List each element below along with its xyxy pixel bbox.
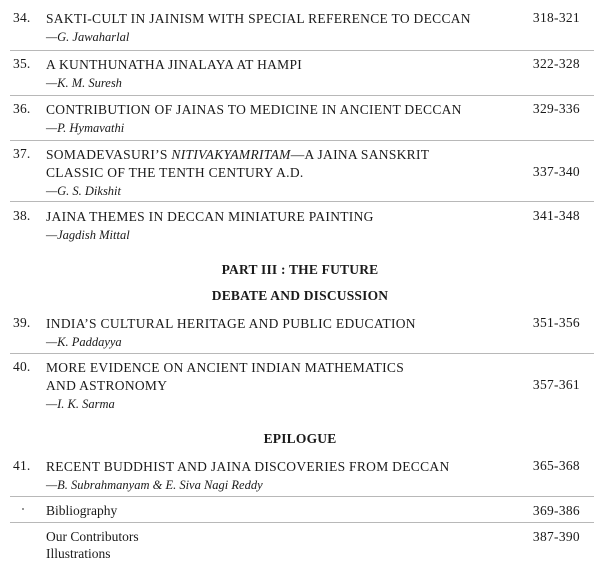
entry-title: INDIA’S CULTURAL HERITAGE AND PUBLIC EDUCATION: [46, 316, 416, 331]
entry-author: —K. M. Suresh: [46, 76, 122, 90]
entry-title-suffix: —A JAINA SANSKRIT: [290, 147, 430, 162]
entry-pages: 351-356: [532, 315, 580, 330]
contributors-label: Our Contributors: [46, 529, 139, 544]
divider: [10, 522, 594, 523]
entry-title: JAINA THEMES IN DECCAN MINIATURE PAINTING: [46, 209, 374, 224]
entry-author: —B. Subrahmanyam & E. Siva Nagi Reddy: [46, 478, 263, 492]
divider: [10, 201, 594, 202]
entry-author: —P. Hymavathi: [46, 121, 125, 135]
entry-pages: 357-361: [532, 377, 580, 392]
entry-number: 35.: [13, 56, 31, 71]
entry-author: —G. S. Dikshit: [46, 184, 121, 198]
entry-pages: 322-328: [532, 56, 580, 71]
entry-number: 34.: [13, 10, 31, 25]
entry-author: —I. K. Sarma: [46, 397, 115, 411]
divider: [10, 95, 594, 96]
section-heading-debate: DEBATE AND DISCUSSION: [211, 288, 389, 303]
divider: [10, 353, 594, 354]
entry-title: MORE EVIDENCE ON ANCIENT INDIAN MATHEMATICS: [46, 360, 405, 375]
entry-title: SAKTI-CULT IN JAINISM WITH SPECIAL REFERENCE TO DECCAN: [46, 11, 471, 26]
entry-pages: 318-321: [532, 10, 580, 25]
entry-title-prefix: SOMADEVASURI’S: [46, 147, 172, 162]
divider: [10, 496, 594, 497]
entry-number: 40.: [13, 359, 31, 374]
entry-number: 39.: [13, 315, 31, 330]
illustrations-label: Illustrations: [46, 546, 111, 561]
entry-title: A KUNTHUNATHA JINALAYA AT HAMPI: [46, 57, 303, 72]
entry-pages: 341-348: [532, 208, 580, 223]
divider: [10, 140, 594, 141]
entry-title-line2: AND ASTRONOMY: [46, 378, 168, 393]
entry-author: —K. Paddayya: [46, 335, 122, 349]
entry-title: CONTRIBUTION OF JAINAS TO MEDICINE IN ANCIENT DECCAN: [46, 102, 462, 117]
section-heading-epilogue: EPILOGUE: [263, 431, 337, 446]
entry-author: —G. Jawaharlal: [46, 30, 130, 44]
entry-title: [46, 146, 506, 164]
section-heading-part3: PART III : THE FUTURE: [221, 262, 379, 277]
entry-pages: 329-336: [532, 101, 580, 116]
entry-pages: 365-368: [532, 458, 580, 473]
entry-title: RECENT BUDDHIST AND JAINA DISCOVERIES FROM DECCAN: [46, 459, 450, 474]
bibliography-label: Bibliography: [46, 503, 118, 518]
entry-title-italic: NITIVAKYAMRITAM: [171, 147, 291, 162]
entry-number: 41.: [13, 458, 31, 473]
entry-number: 37.: [13, 146, 31, 161]
contributors-pages: 387-390: [532, 529, 580, 544]
entry-number: 36.: [13, 101, 31, 116]
bibliography-pages: 369-386: [532, 503, 580, 518]
speck-mark: [22, 508, 24, 510]
entry-number: 38.: [13, 208, 31, 223]
divider: [10, 50, 594, 51]
entry-pages: 337-340: [532, 164, 580, 179]
entry-title-line2: CLASSIC OF THE TENTH CENTURY A.D.: [46, 165, 304, 180]
entry-author: —Jagdish Mittal: [46, 228, 130, 242]
